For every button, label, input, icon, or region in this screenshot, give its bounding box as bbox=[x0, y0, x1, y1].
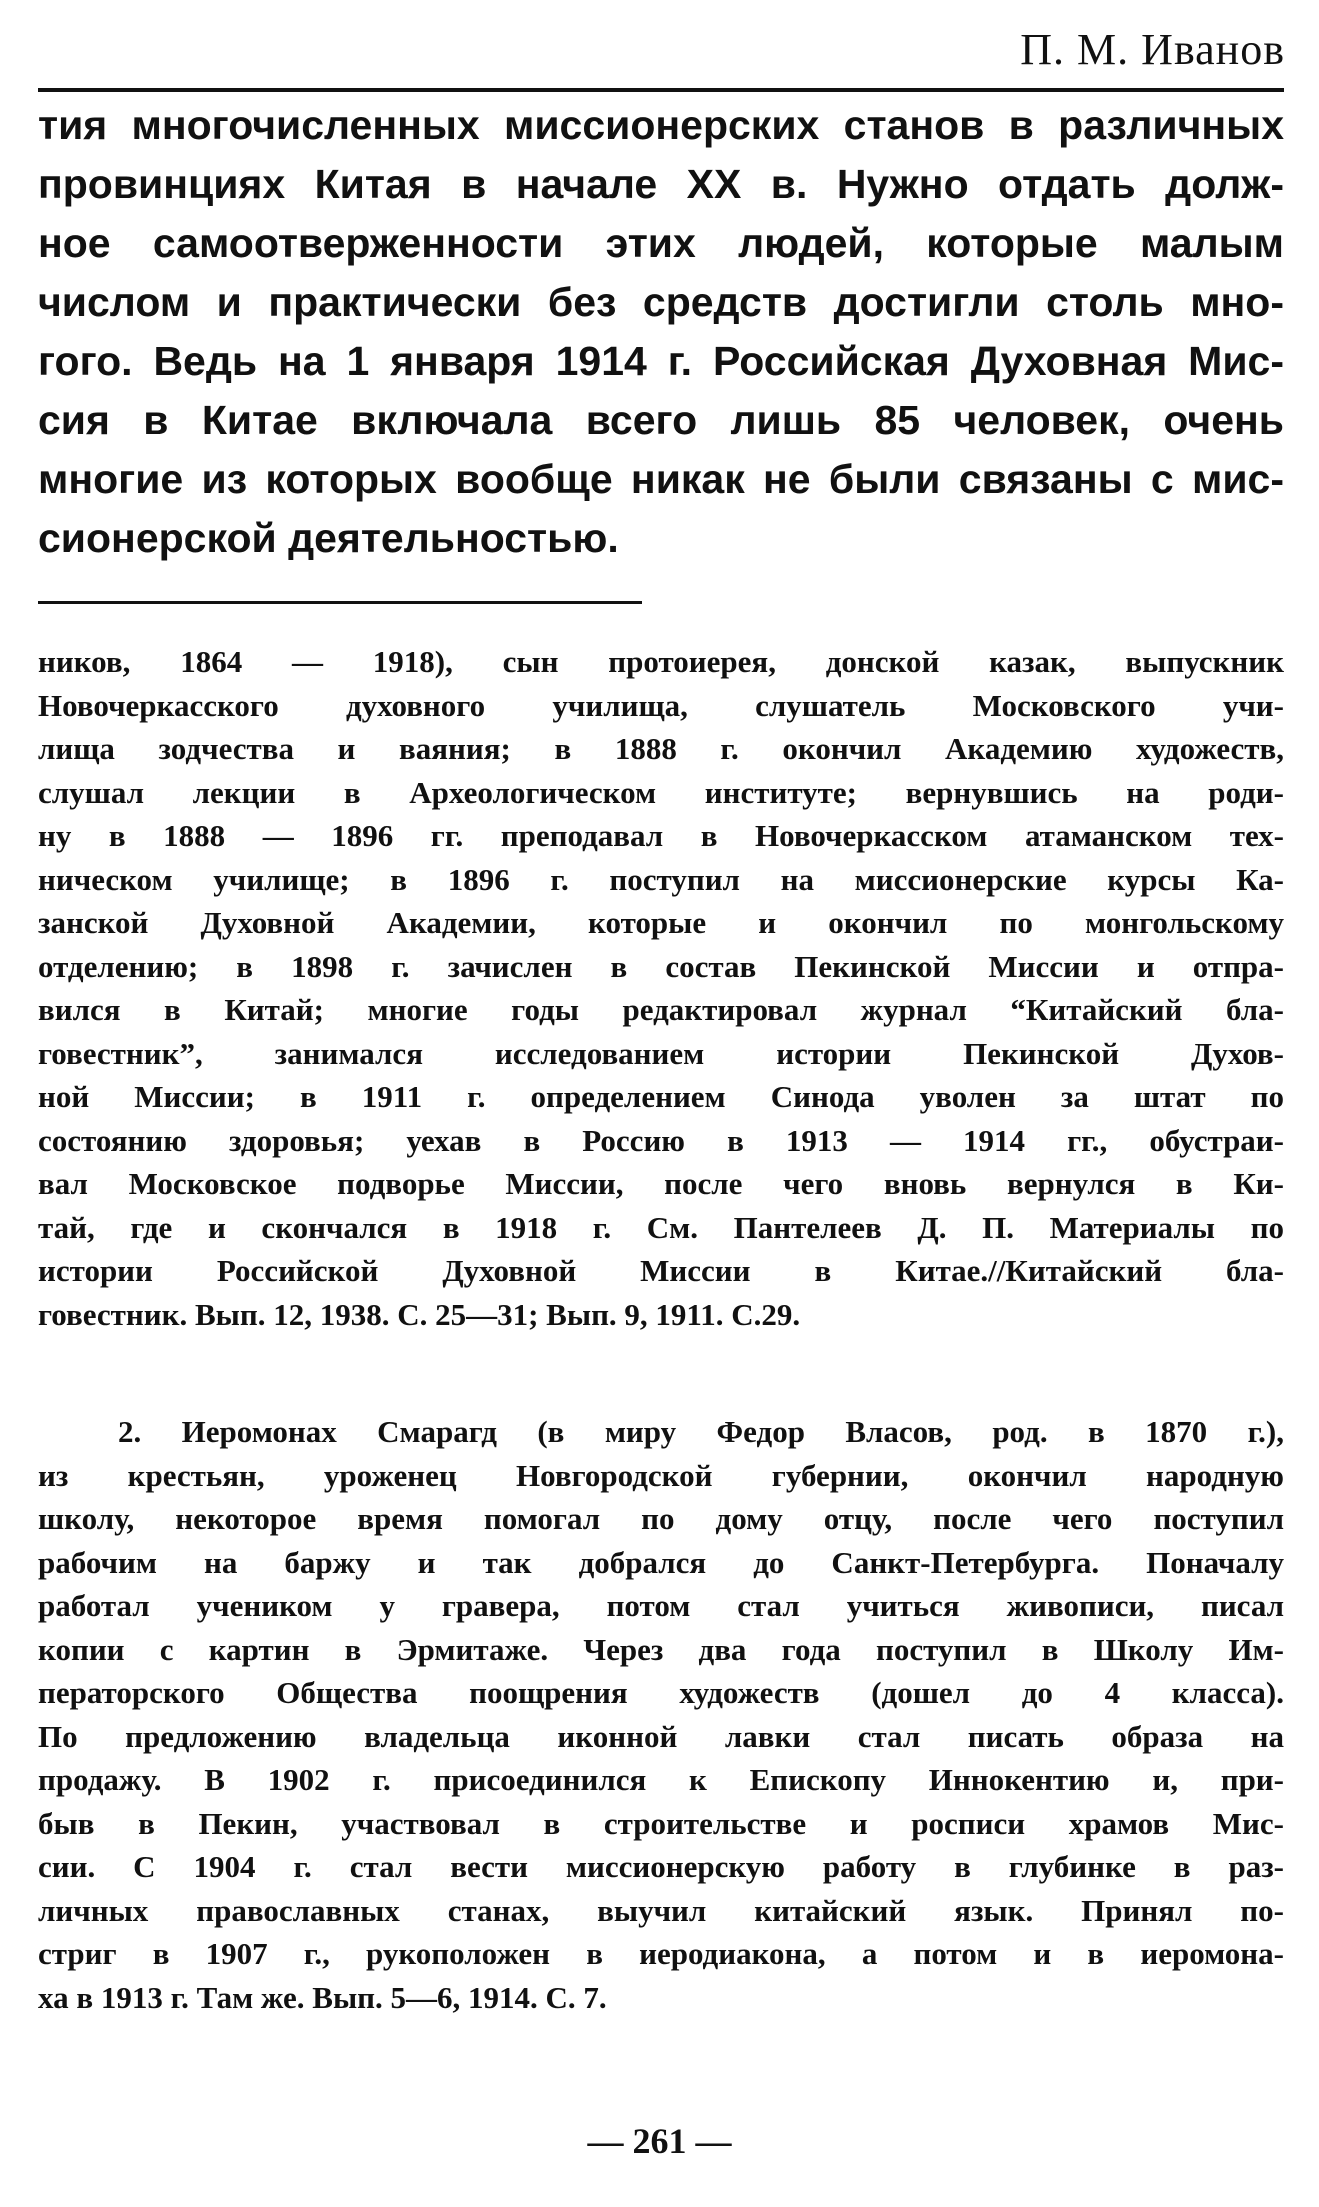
footnote-line: ной Миссии; в 1911 г. определением Синода уволен за штат по bbox=[38, 1079, 1284, 1114]
main-text-line: сия в Китае включала всего лишь 85 человек, очень bbox=[38, 397, 1284, 443]
main-text-line: многие из которых вообще никак не были связаны с мис- bbox=[38, 456, 1284, 502]
footnote-line: работал учеником у гравера, потом стал учиться живописи, писал bbox=[38, 1588, 1284, 1623]
footnote-line: рабочим на баржу и так добрался до Санкт-Петербурга. Поначалу bbox=[38, 1544, 1284, 1580]
footnote-line: продажу. В 1902 г. присоединился к Епископу Иннокентию и, при- bbox=[38, 1762, 1284, 1797]
footnote-line: ническом училище; в 1896 г. поступил на миссионерские курсы Ка- bbox=[38, 861, 1284, 897]
page-number: — 261 — bbox=[587, 2121, 732, 2161]
footnote-line: быв в Пекин, участвовал в строительстве и росписи храмов Мис- bbox=[38, 1805, 1284, 1841]
footnote-line: ха в 1913 г. Там же. Вып. 5—6, 1914. С. 7. bbox=[38, 1979, 607, 2015]
footnote-line: Новочеркасского духовного училища, слушатель Московского учи- bbox=[38, 687, 1284, 723]
footnote-2 bbox=[38, 1410, 1284, 2019]
footnote-line: лища зодчества и ваяния; в 1888 г. окончил Академию художеств, bbox=[38, 731, 1284, 766]
running-head-author: П. М. Иванов bbox=[1020, 25, 1285, 74]
footnote-line: из крестьян, уроженец Новгородской губернии, окончил народную bbox=[38, 1457, 1284, 1493]
footnote-separator bbox=[38, 601, 642, 604]
main-text-line: тия многочисленных миссионерских станов в различных bbox=[38, 102, 1284, 148]
footnote-1 bbox=[38, 640, 1284, 1336]
footnote-line: ператорского Общества поощрения художеств (дошел до 4 класса). bbox=[38, 1675, 1284, 1710]
main-text-line: гого. Ведь на 1 января 1914 г. Российская Духовная Мис- bbox=[38, 338, 1284, 384]
footnote-line: говестник. Вып. 12, 1938. С. 25—31; Вып. 9, 1911. С.29. bbox=[38, 1296, 801, 1332]
header-rule bbox=[38, 88, 1284, 92]
footnote-line: ну в 1888 — 1896 гг. преподавал в Новочеркасском атаманском тех- bbox=[38, 818, 1284, 853]
footnote-line: По предложению владельца иконной лавки стал писать образа на bbox=[38, 1718, 1284, 1754]
main-text-block bbox=[38, 96, 1284, 568]
footnote-line: школу, некоторое время помогал по дому отцу, после чего поступил bbox=[38, 1501, 1284, 1536]
footnote-line: 2. Иеромонах Смарагд (в миру Федор Власов, род. в 1870 г.), bbox=[118, 1414, 1284, 1449]
footnote-line: говестник”, занимался исследованием истории Пекинской Духов- bbox=[38, 1035, 1284, 1071]
footnote-line: отделению; в 1898 г. зачислен в состав Пекинской Миссии и отпра- bbox=[38, 948, 1284, 984]
footnote-line: личных православных станах, выучил китайский язык. Принял по- bbox=[38, 1892, 1284, 1928]
main-text-line: числом и практически без средств достигли столь мно- bbox=[38, 279, 1284, 325]
footnote-line: тай, где и скончался в 1918 г. См. Пантелеев Д. П. Материалы по bbox=[38, 1209, 1284, 1245]
footnote-line: стриг в 1907 г., рукоположен в иеродиакона, а потом и в иеромона- bbox=[38, 1936, 1284, 1971]
footnote-line: истории Российской Духовной Миссии в Китае.//Китайский бла- bbox=[38, 1253, 1284, 1288]
footnote-line: занской Духовной Академии, которые и окончил по монгольскому bbox=[38, 905, 1284, 940]
footnote-line: сии. С 1904 г. стал вести миссионерскую работу в глубинке в раз- bbox=[38, 1849, 1284, 1884]
main-text-line: ное самоотверженности этих людей, которые малым bbox=[38, 220, 1284, 266]
footnote-line: вился в Китай; многие годы редактировал журнал “Китайский бла- bbox=[38, 992, 1284, 1027]
footnote-line: копии с картин в Эрмитаже. Через два года поступил в Школу Им- bbox=[38, 1631, 1284, 1667]
footnote-line: состоянию здоровья; уехав в Россию в 1913 — 1914 гг., обустраи- bbox=[38, 1122, 1284, 1158]
footnote-line: вал Московское подворье Миссии, после чего вновь вернулся в Ки- bbox=[38, 1166, 1284, 1201]
footnote-line: ников, 1864 — 1918), сын протоиерея, донской казак, выпускник bbox=[38, 644, 1284, 679]
footnote-line: слушал лекции в Археологическом институте; вернувшись на роди- bbox=[38, 774, 1284, 810]
main-text-line: сионерской деятельностью. bbox=[38, 515, 619, 561]
main-text-line: провинциях Китая в начале XX в. Нужно отдать долж- bbox=[38, 161, 1284, 207]
